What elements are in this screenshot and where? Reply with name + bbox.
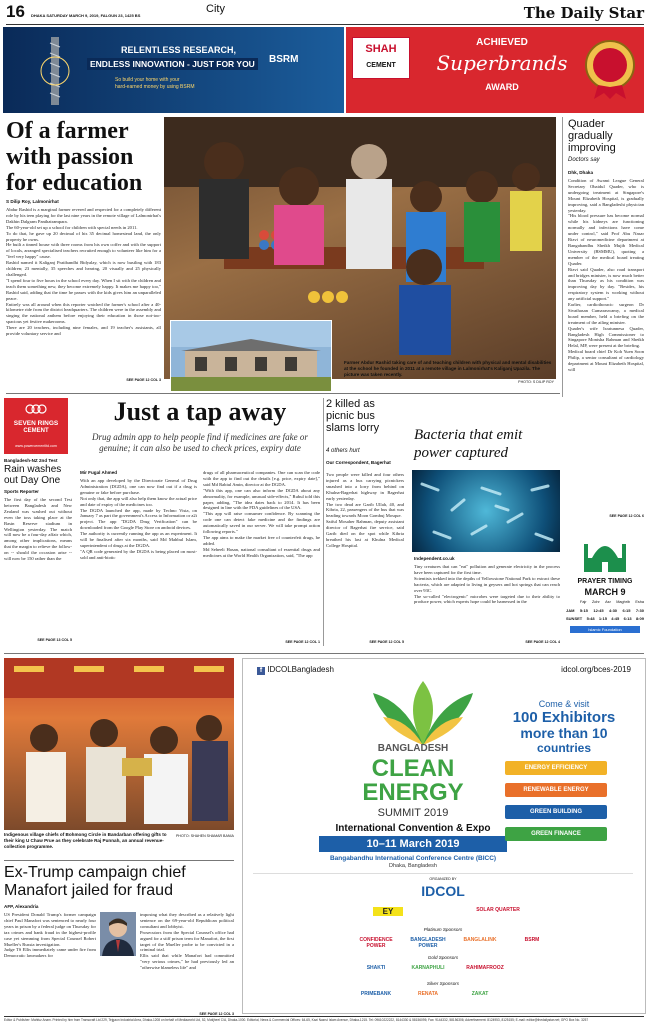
prayer-header: Fajr [580,600,587,604]
prayer-row-jam [566,608,644,613]
prayer-date: MARCH 9 [584,587,626,597]
silver-label: Silver Sponsors [426,981,460,986]
quader-byline: Dhk, Dhaka [568,170,594,175]
prayer-title: PRAYER TIMING [577,578,633,585]
page-number: 16 [6,2,25,21]
prayer-cell: 4:45 [611,616,620,621]
prayer-cell: 6:15 [622,608,631,613]
bohmong-photo [4,658,234,830]
bsrm-headline-2: ENDLESS INNOVATION - JUST FOR YOU [87,58,258,70]
footer-rule [4,1016,644,1017]
bsrm-logo: BSRM [269,54,299,65]
quader-divider [562,117,563,397]
bohmong-photo-credit: PHOTO: SHAHEN SHAMAR BANIA [176,834,234,838]
prayer-header: Maghrib [616,600,630,604]
school-inset-photo [170,320,332,392]
prayer-cell: 8:09 [635,616,644,621]
prayer-box [566,530,644,648]
prayer-cell: 5:48 [586,616,595,621]
sponsor-logo: BSRM [524,937,540,943]
facebook-handle-text: IDCOLBangladesh [267,665,334,674]
prayer-header: Asr [605,600,611,604]
tap-byline: Mir Fugal Ahmed [80,470,118,475]
sponsor-logo: RAHIMAFROOZ [466,965,504,971]
tap-headline: Just a tap away [113,397,287,426]
bsrm-headline-1: RELENTLESS RESEARCH, [121,45,237,55]
leaf-logo-icon [363,677,483,747]
bacteria-photo [412,470,560,552]
prayer-cell: 7:30 [635,608,644,613]
sponsor-logo: SHAKTI [366,965,386,971]
countries-label: countries [536,741,591,755]
organizer-divider [253,873,633,874]
idcol-logo: IDCOL [421,883,465,899]
farmer-photo-caption: Farmer Abdur Rashid taking care of and teaching children with physical and mental disabilities at the school he founded in 2011 at a remote village in Lalmonirhat's Kaliganj Upazila. The picture was taken recently. [344,360,552,377]
prayer-cell: 1:15 [598,616,607,621]
prayer-row-sunset [566,616,644,621]
facebook-handle [257,665,334,675]
shah-cement-ad[interactable] [346,27,644,113]
theme-energy-efficiency: ENERGY EFFICIENCY [505,761,607,775]
seven-rings-cement: CEMENT [23,428,49,434]
cricket-body: The first day of the second Test between Bangladesh and New Zealand was washed out without even the toss taking place at the Basin Reserve stadium in Wellington yesterday. The match will now be a four-day affair which, among other implications, means that the margin to relieve the follow-on -- should the occasion arise -- will now be 150 rather than the [4,497,72,562]
manafort-continued: SEE PAGE 12 COL 3 [199,1012,234,1016]
prayer-sponsor: Islamic Foundation [570,626,640,633]
mosque-icon [584,530,626,574]
sponsor-logo: EY [373,907,403,916]
sponsor-logo: CONFIDENCE POWER [359,937,393,949]
prayer-cell: JAM [566,608,575,613]
bsrm-tagline-1: So build your home with your [115,77,180,83]
shah-logo-box [352,37,410,79]
theme-renewable-energy: RENEWABLE ENERGY [505,783,607,797]
prayer-cell: 6:13 [623,616,632,621]
shah-logo-text: SHAH [365,43,397,55]
prayer-cell: 12:45 [593,608,604,613]
sponsor-logo: KARNAPHULI [411,965,445,971]
tap-body-col2: drugs of all pharmaceutical companies. One can scan the code with the app to find out the details [e.g. price, expiry date]," said Md Rabiul Amin, director at the DGDA. "With this app, one can also inform the DGDA about any abnormality, for example, unusual side-effects," Rubul told this paper, adding, "The idea dates back to 2014. It has been designed in line with the FDA guidelines of the USA. "This app will raise consumer confidence. By scanning the code one can detect fake medicine and the findings are automatically saved in our server. We will take prompt action following reports." The app aims to make the market free of counterfeit drugs, he added. Md Seheeli Hasan, national consultant of essential drugs and medicines at the World Health Organization, said, "The app [203,470,320,558]
bacteria-body: Tiny creatures that can "eat" pollution and generate electricity in the process have been captured for the first time. Scientists trekked into the depths of Yellowstone National Park to extract these bacteria, which are adapted to living in geysers and hot springs that can reach over 93C. The so-called "electrogenic" microbes were targeted due to their ability to produce power, which experts hope could be harnessed in the [414,564,560,605]
prayer-header: Zohr [591,600,600,604]
summit-city: Dhaka, Bangladesh [388,863,437,869]
quader-headline: Quader gradually improving [568,118,616,154]
clean-energy-ad[interactable] [242,658,646,1014]
bus-divider [323,398,324,646]
farmer-continued: SEE PAGE 12 COL 3 [126,378,161,382]
prayer-headers [580,600,644,604]
award-text: AWARD [485,82,519,92]
gold-label: Gold Sponsors [427,955,459,960]
countries-count: more than 10 [520,725,608,741]
manafort-photo [100,912,136,956]
bsrm-tagline-2: hard-earned money by using BSRM [115,84,195,90]
manafort-rule [4,860,234,861]
quader-continued: SEE PAGE 12 COL 6 [609,514,644,518]
prayer-cell: 4:30 [609,608,618,613]
bacteria-headline: Bacteria that emit power captured [414,427,523,461]
quader-deck: Doctors say [568,157,600,163]
cricket-kicker: Bangladesh-NZ 2nd Test [4,458,58,463]
page-header [6,2,644,26]
sponsor-logo: SOLAR QUARTER [476,907,520,913]
seven-rings-url: www.powercementltd.com [15,444,57,448]
platinum-label: Platinum Sponsors [423,927,463,932]
manafort-headline: Ex-Trump campaign chief Manafort jailed for fraud [4,864,186,899]
shah-logo-sub: CEMENT [366,62,396,69]
farmer-headline: Of a farmer with passion for education [6,118,143,196]
exhibitors-count: 100 Exhibitors [512,709,616,726]
sponsor-logo: BANGLALINK [463,937,497,943]
bacteria-continued: SEE PAGE 12 COL 4 [525,640,560,644]
achieved-text: ACHIEVED [476,37,528,48]
masthead-logo: The Daily Star [523,4,644,22]
bacteria-byline: Independent.co.uk [414,556,455,561]
summit-venue: Bangabandhu International Conference Centre (BICC) [329,855,497,862]
bus-continued: SEE PAGE 12 COL 5 [369,640,404,644]
cricket-headline: Rain washes out Day One [4,464,62,486]
manafort-body-col1: US President Donald Trump's former campaign chief Paul Manafort was sentenced to nearly four years in prison by a federal judge on Thursday for tax crimes and bank fraud in the highest-profile case yet stemming from Special Counsel Robert Mueller's Russia investigation. Judge TS Ellis immediately came under fire from Democratic lawmakers for [4,912,96,959]
tap-deck: Drug admin app to help people find if medicines are fake or genuine; it can also be used to check prices, expiry date [92,432,308,453]
summit-title-1: BANGLADESH [377,743,449,754]
bus-body: Two people were killed and four others injured as a bus carrying picnickers smashed into a lorry from behind on Khulna-Bagerhat highway in Bagerhat early yesterday. The two dead are Garib Ullah, 40, and Kibria, 22, passengers of the bus that was heading towards Moon Gombuj Mosque. Saiful Mosaher Rahman, deputy assistant director of Bagerhat fire service, said Garib died on the spot while Kibria breathed his last at Khulna Medical College Hospital. [326,472,404,548]
dateline: DHAKA SATURDAY MARCH 9, 2019, FALGUN 23, 1425 BS [31,13,141,18]
mid-rule [6,393,560,394]
summit-dates: 10–11 March 2019 [319,836,507,852]
seven-rings-ad[interactable] [4,398,68,454]
rings-logo-icon [24,401,48,417]
facebook-icon: f [257,667,265,675]
section-name: City [206,3,225,15]
theme-green-finance: GREEN FINANCE [505,827,607,841]
sponsor-logo: BANGLADESH POWER [410,937,446,949]
farmer-byline: S Dilip Roy, Lalmonirhat [6,199,59,204]
summit-title-2: CLEAN [371,755,455,782]
tap-body-col1: With an app developed by the Directorate General of Drug Administration (DGDA), one can now find out if a drug is genuine or fake before purchase. Not only that, the app will also help them know the actual price and date of expiry of the medicines too. The DGDA launched the app, made by Techno Vista, on January 7 as part the government's Access to Information or a2i project. The app "DGDA Drug Verification" can be downloaded from the Google Play Store on android devices. The authority is currently running the app as an experiment. It will be finalised after six months, said Md Mahbul Islam, superintendent of drugs at the DGDA. "A QR code generated by the DGDA is being placed on most-sold and anti-biotic [80,478,197,560]
theme-green-building: GREEN BUILDING [505,805,607,819]
event-url[interactable]: idcol.org/bces-2019 [561,665,631,674]
lower-rule [4,653,644,654]
cricket-continued: SEE PAGE 13 COL 5 [37,638,72,642]
superbrands-seal-icon [582,39,638,101]
farmer-photo-credit: PHOTO: S DILIP ROY [518,380,554,384]
summit-title-3: ENERGY [362,779,464,806]
sponsor-logo: RENATA [417,991,439,997]
sponsor-logo: PRIMEBANK [360,991,392,997]
farmer-body: Abdur Rashid is a marginal farmer revered and respected for a completely different role by his teen playing for the last nine years in the remote village of Lalmonirhat's Dakhin Dalgram Panihatrampara. The 60-year-old set up a school for children with special needs in 2011. To do that, he gave up 20 decimal of his 35 decimal homestead land, the only property he owns. He built a tinned house with three rooms from his own coffer and with the support of locals, arranged specialised teachers recruited enough to volunteer like him for a "feel very happy" cause. Rashid named it Kaliganj Pratibandhi Bidyalay, which is now bustling with 183 children; 23 mentally, 35 speeches and hearing, 20 visually and 25 physically challenged. "I spend four to five hours in the school every day. When I sit with the children and teach them something new, they become extremely happy. It makes me happy too," Rashid said, adding that the time he passes with the kids gives him an unparalleled peace. Entirely was all around when this reporter watched the farmer's school after a 40-kilometre ride from the district headquarters. The children were in the assembly and singing the national anthem before enjoying their education in those not-too-spacious yet festive makerooms. There are 20 teachers, including nine females, and 19 teacher's assistants, all provide voluntary service and [6,207,161,337]
bus-deck: 4 others hurt [326,448,360,454]
come-visit: Come & visit [538,699,590,709]
tap-continued: SEE PAGE 12 COL 1 [285,640,320,644]
summit-subtitle: International Convention & Expo [335,823,491,834]
superbrands-text: Superbrands [436,51,568,75]
prayer-header: Esha [635,600,644,604]
cricket-byline: Sports Reporter [4,489,39,494]
quader-body: Condition of Awami League General Secretary Obaidul Quader, who is undergoing treatment at Singapore's Mount Elizabeth Hospital, is gradually improving, said a Bangladeshi physician yesterday. "His blood pressure has become normal while his kidneys are functioning normally and infections have come under control," said Prof Abu Nasar Rizvi of neuromedicine department at Bangabandhu Sheikh Mujib Medical University (BSMMU), quoting a member of the medical board treating Quader. Rizvi said Quader, also road transport and bridges minister, is now much better than Thursday as his condition was improving day by day. "Besides, his respiratory system is working without any artificial support." Earlier, cardiothoracic surgeon Dr Sivathasan Cumaraswamy, a medical board member, held a briefing on the treatment of the ailing minister. Quader's wife Isratunnesa Quader, Bangladesh High Commissioner to Singapore Monisha Rahman and Sheikh Helal, MP, were present at the briefing. Medical board chief Dr Koh Yuen Soon Philip, a senior consultant of cardiology department at Mount Elizabeth Hospital, will [568,178,644,372]
bsrm-ad[interactable] [3,27,344,113]
organized-by-label: ORGANIZED BY [429,877,457,881]
seven-rings-name: SEVEN RINGS [13,420,59,427]
steel-rebar-icon [39,35,71,107]
imprint-footer: Editor & Publisher: Mahfuz Anam. Printed by him from Transcraft Ltd 229, Tejgaon Industrial Area, Dhaka-1208 on behalf of Mediaworld Ltd, 52, Motijheel C/A, Dhaka-1000. Editorial, News & Commercial Offices: 64-65, Kazi Nazrul Islam Avenue, Dhaka-1215. Tel: 09610222222, 8144330 & 58156095; Fax: 9144332, 58156306; Advertisement: 8124953, 8125155; E-mail: editor@thedailystar.net; GPO Box No. 3257 [4,1018,589,1022]
summit-title-4: SUMMIT 2019 [377,807,449,819]
prayer-cell: SUNSET [566,616,583,621]
header-rule [6,24,644,25]
manafort-body-col2: imposing what they described as a relatively light sentence on the 69-year-old Republican political consultant and lobbyist. Prosecutors from the Special Counsel's office had argued for a stiff prison term for Manafort, the first target of the Mueller probe to be convicted in a criminal trial. Ellis said that while Manafort had committed "very serious crimes," he had previously led an "otherwise blameless life" and [140,912,234,971]
bohmong-caption: Indigenous village chiefs of Bohmong Circle in Bandarban offering gifts to their king U Chaw Prue as they celebrate Raj Punnah, an annual revenue-collection programme. [4,832,167,849]
prayer-cell: 5:15 [579,608,588,613]
manafort-byline: AFP, Alexandria [4,904,39,909]
bus-headline: 2 killed as picnic bus slams lorry [326,398,380,434]
bus-byline: Our Correspondent, Bagerhat [326,460,391,465]
sponsor-logo: ZAKAT [471,991,489,997]
